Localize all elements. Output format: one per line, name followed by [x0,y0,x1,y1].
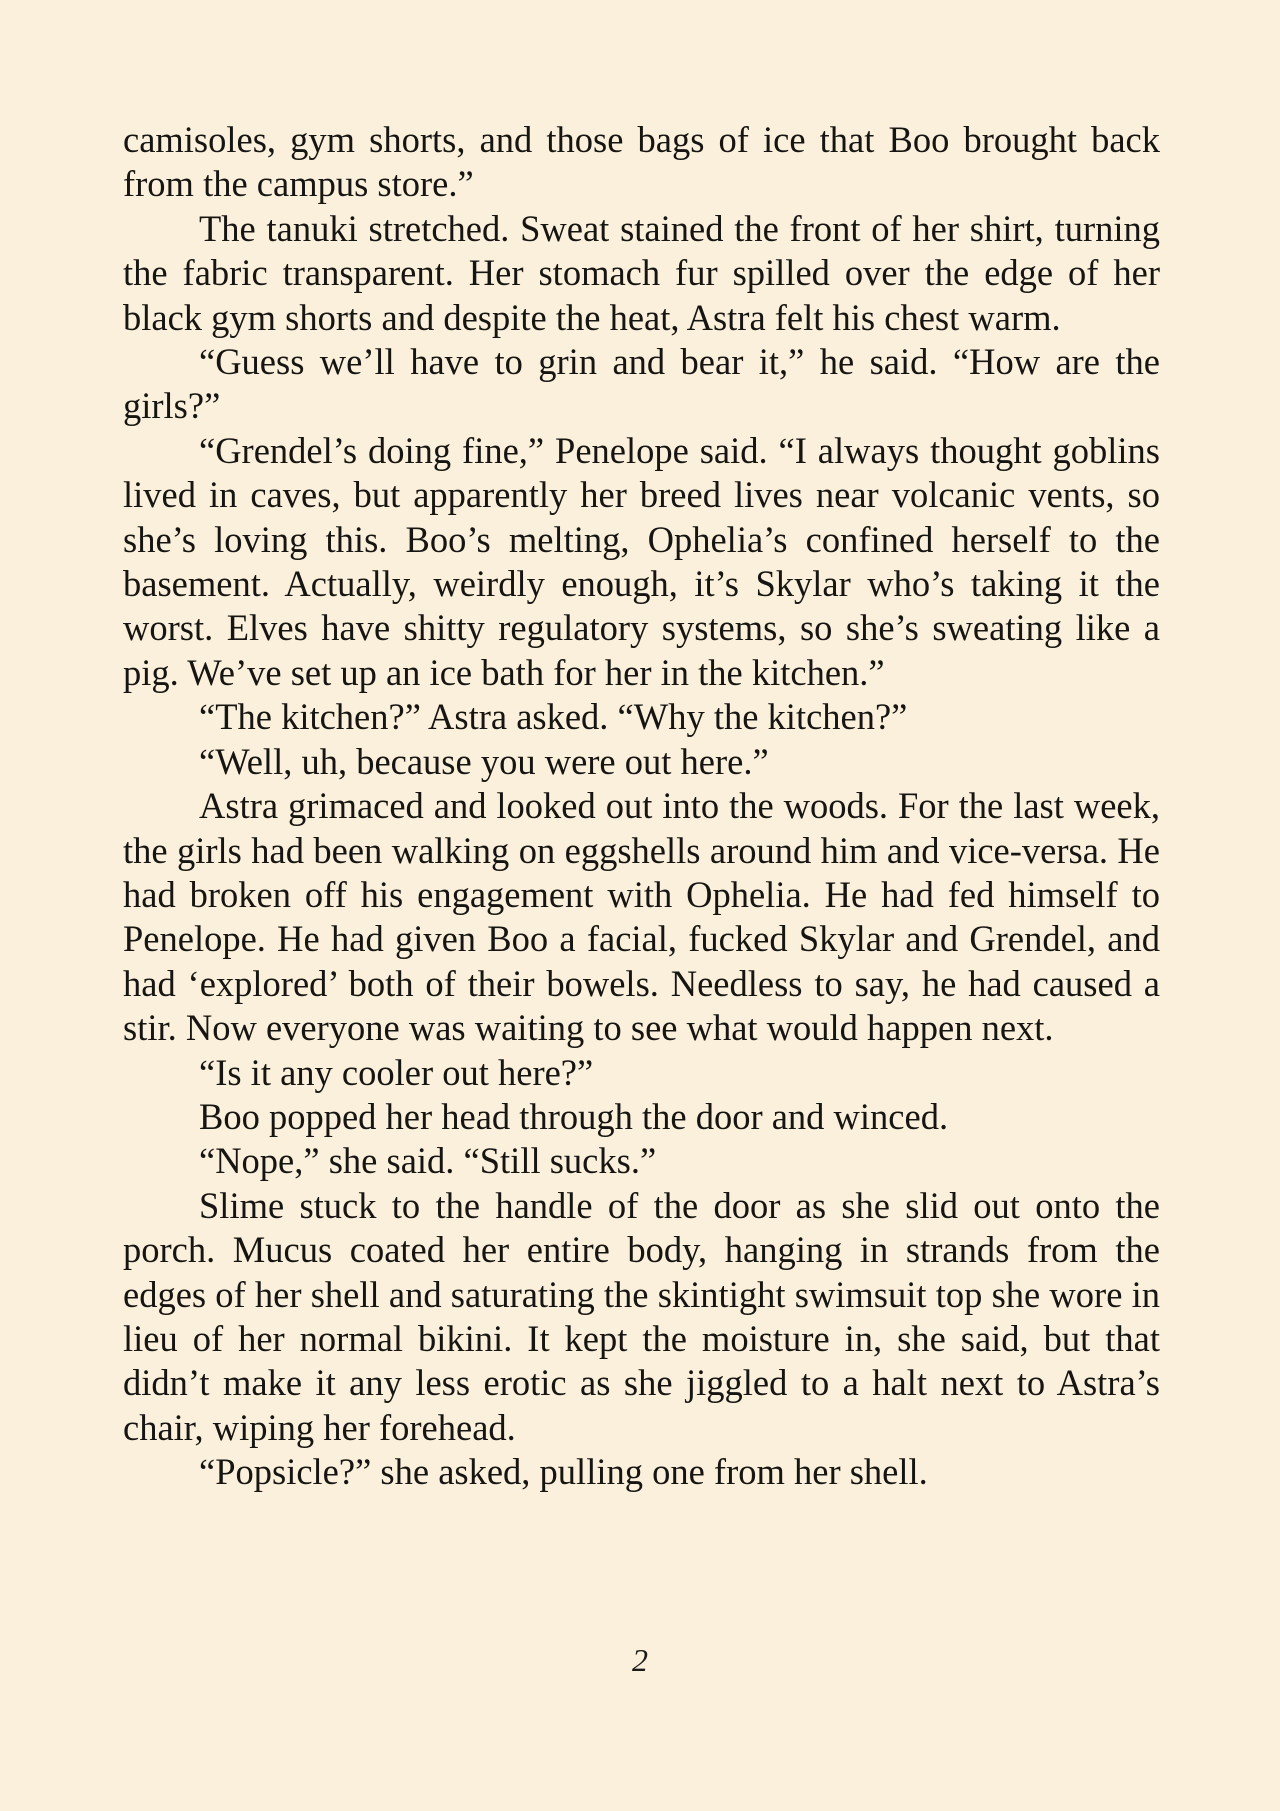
paragraph: “The kitchen?” Astra asked. “Why the kitchen?” [199,696,908,738]
paragraph: “Grendel’s doing fine,” Penelope said. “I always thought goblins lived in caves, but apparently her breed lives near volcanic vents, so she’s loving this. Boo’s melting, Ophelia’s confined herself to the basement. Actually, weirdly enough, it’s Skylar who’s taking it the worst. Elves have shitty regulatory systems, so she’s sweating like a pig. We’ve set up an ice bath for her in the kitchen.” [123,429,1160,693]
paragraph: “Nope,” she said. “Still sucks.” [199,1140,657,1182]
paragraph: camisoles, gym shorts, and those bags of ice that Boo brought back from the campus store.” [123,119,1160,205]
paragraph: Slime stuck to the handle of the door as she slid out onto the porch. Mucus coated her entire body, hanging in strands from the edges of her shell and saturating the skintight swimsuit top she wore in lieu of her normal bikini. It kept the moisture in, she said, but that didn’t make it any less erotic as she jiggled to a halt next to Astra’s chair, wiping her forehead. [123,1184,1160,1448]
paragraph: “Guess we’ll have to grin and bear it,” he said. “How are the girls?” [123,341,1160,427]
page-number: 2 [632,1642,648,1678]
paragraph: The tanuki stretched. Sweat stained the front of her shirt, turning the fabric transparent. Her stomach fur spilled over the edge of her black gym shorts and despite the heat, Astra felt his chest warm. [123,207,1160,338]
paragraph: “Well, uh, because you were out here.” [199,740,769,782]
page-body [123,118,1160,1495]
paragraph: Boo popped her head through the door and winced. [199,1095,949,1137]
paragraph: “Is it any cooler out here?” [199,1051,594,1093]
paragraph: “Popsicle?” she asked, pulling one from her shell. [199,1451,928,1493]
paragraph: Astra grimaced and looked out into the woods. For the last week, the girls had been walking on eggshells around him and vice-versa. He had broken off his engagement with Ophelia. He had fed himself to Penelope. He had given Boo a facial, fucked Skylar and Grendel, and had ‘explored’ both of their bowels. Needless to say, he had caused a stir. Now everyone was waiting to see what would happen next. [123,785,1160,1049]
